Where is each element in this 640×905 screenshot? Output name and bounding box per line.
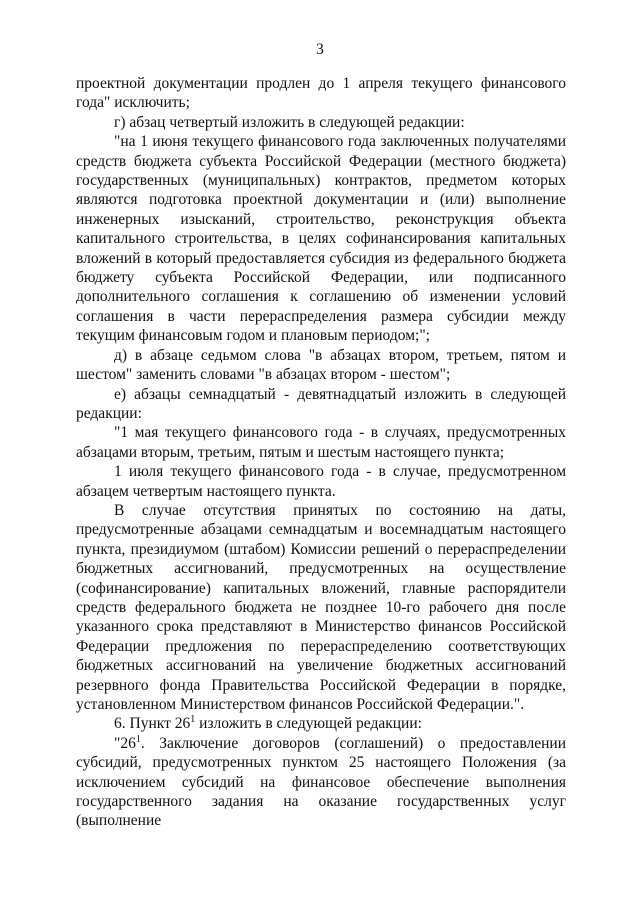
text-line: капитального строительства, в целях софинансирования капитальных bbox=[76, 230, 566, 248]
text-line: е) абзацы семнадцатый - девятнадцатый изложить в следующей bbox=[114, 385, 566, 403]
text-line: предусмотренные абзацами семнадцатым и восемнадцатым настоящего bbox=[76, 521, 566, 539]
text-line: Федерации предложения по перераспределению соответствующих bbox=[76, 637, 566, 655]
text-line: г) абзац четвертый изложить в следующей редакции: bbox=[114, 113, 465, 131]
text-line: вложений в который предоставляется субсидия из федерального бюджета bbox=[76, 249, 566, 267]
text-line: инженерных изысканий, строительство, реконструкция объекта bbox=[76, 210, 566, 228]
superscript: 1 bbox=[190, 714, 196, 726]
text-line: . Заключение договоров (соглашений) о предоставлении bbox=[140, 734, 566, 752]
text-line: государственного задания на оказание государственных услуг (выполнение bbox=[76, 793, 566, 830]
text-line: финансовым годом и плановым периодом;"; bbox=[138, 327, 430, 345]
text-line: соглашения в части перераспределения размера субсидии между текущим bbox=[76, 307, 566, 345]
text-line: (софинансирование) капитальных вложений, главные распорядители bbox=[76, 579, 566, 597]
text-line: В случае отсутствия принятых по состоянию на даты, bbox=[114, 501, 566, 519]
paragraph bbox=[76, 423, 566, 462]
paragraph bbox=[76, 501, 566, 714]
text-line: 6. Пункт 26 bbox=[114, 715, 191, 733]
paragraph bbox=[76, 385, 566, 424]
text-line: установленном Министерством финансов Российской Федерации.". bbox=[76, 696, 525, 713]
paragraph bbox=[76, 714, 566, 733]
text-line: "1 мая текущего финансового года - в случаях, предусмотренных bbox=[114, 424, 566, 442]
paragraph bbox=[76, 113, 566, 132]
text-line: исключить; bbox=[114, 94, 190, 112]
text-line: "26 bbox=[114, 734, 136, 752]
text-line: пункта, президиумом (штабом) Комиссии решений о перераспределении bbox=[76, 540, 566, 558]
text-line: бюджету субъекта Российской Федерации, или подписанного bbox=[76, 269, 566, 287]
superscript: 1 bbox=[135, 733, 141, 745]
paragraph bbox=[76, 734, 566, 831]
text-line: изложить в следующей редакции: bbox=[195, 715, 422, 733]
text-line: 1 июля текущего финансового года - в случае, предусмотренном bbox=[114, 463, 566, 481]
text-line: проектной документации продлен до 1 апреля текущего финансового года" bbox=[76, 75, 566, 112]
text-line: являются подготовка проектной документации и (или) выполнение bbox=[76, 191, 566, 209]
text-line: средств бюджета субъекта Российской Федерации (местного бюджета) bbox=[76, 152, 566, 170]
text-line: абзацами вторым, третьим, пятым и шестым настоящего пункта; bbox=[76, 443, 505, 461]
text-line: средств федерального бюджета не позднее 10-го рабочего дня после bbox=[76, 598, 566, 616]
paragraph bbox=[76, 74, 566, 113]
paragraph bbox=[76, 462, 566, 501]
text-line: бюджетных ассигнований, предусмотренных на осуществление bbox=[76, 560, 566, 578]
text-line: государственных (муниципальных) контрактов, предметом которых bbox=[76, 172, 566, 190]
text-line: субсидий, предусмотренных пунктом 25 настоящего Положения bbox=[76, 754, 537, 772]
page-number: 3 bbox=[316, 41, 324, 58]
text-line: (за исключением субсидий на финансовое обеспечение выполнения bbox=[76, 754, 566, 791]
text-line: бюджетных ассигнований на увеличение бюджетных ассигнований bbox=[76, 657, 566, 675]
document-body bbox=[76, 74, 566, 831]
text-line: абзацем четвертым настоящего пункта. bbox=[76, 482, 336, 500]
text-line: резервного фонда Правительства Российской Федерации в порядке, bbox=[76, 676, 566, 694]
text-line: дополнительного соглашения к соглашению об изменении условий bbox=[76, 288, 566, 306]
paragraph bbox=[76, 346, 566, 385]
paragraph bbox=[76, 132, 566, 345]
text-line: редакции: bbox=[76, 404, 142, 422]
text-line: "на 1 июня текущего финансового года заключенных получателями bbox=[114, 133, 566, 151]
text-line: и шестом" заменить словами "в абзацах втором - шестом"; bbox=[76, 346, 566, 384]
text-line: д) в абзаце седьмом слова "в абзацах втором, третьем, пятом bbox=[114, 346, 550, 364]
text-line: указанного срока представляют в Министерство финансов Российской bbox=[76, 618, 566, 636]
